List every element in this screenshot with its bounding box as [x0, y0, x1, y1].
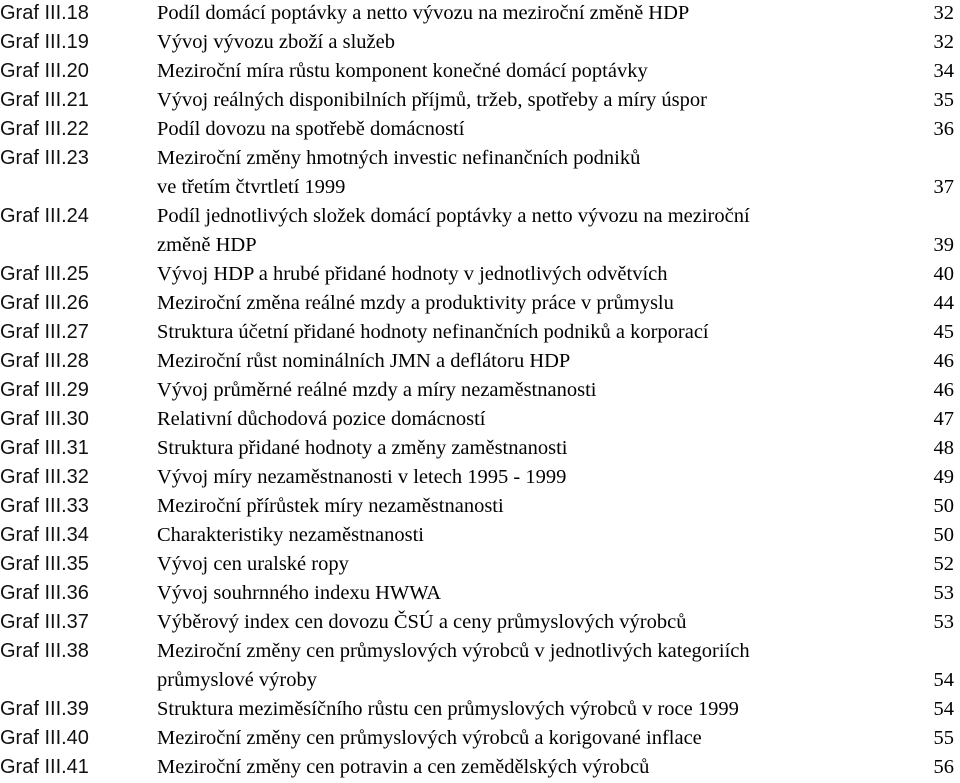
- toc-entry: [0, 579, 960, 608]
- chart-number: Graf III.29: [0, 379, 89, 401]
- chart-title-line: Vývoj reálných disponibilních příjmů, tržeb, spotřeby a míry úspor: [157, 89, 707, 111]
- toc-entry: [0, 202, 960, 260]
- chart-title-line: Meziroční míra růstu komponent konečné domácí poptávky: [157, 60, 648, 82]
- toc-entry: [0, 115, 960, 144]
- chart-number: Graf III.27: [0, 321, 89, 343]
- page-number: 39: [933, 234, 954, 256]
- chart-number: Graf III.26: [0, 292, 89, 314]
- chart-number: Graf III.28: [0, 350, 89, 372]
- toc-entry: [0, 521, 960, 550]
- toc-entry: [0, 463, 960, 492]
- page-number: 50: [933, 524, 954, 546]
- chart-title-line: Struktura přidané hodnoty a změny zaměstnanosti: [157, 437, 568, 459]
- chart-title-line: změně HDP: [157, 234, 257, 256]
- chart-number: Graf III.30: [0, 408, 89, 430]
- page-number: 52: [933, 553, 954, 575]
- chart-number: Graf III.38: [0, 640, 89, 662]
- chart-number: Graf III.31: [0, 437, 89, 459]
- chart-title-line: Charakteristiky nezaměstnanosti: [157, 524, 424, 546]
- toc-entry: [0, 289, 960, 318]
- page-number: 46: [933, 379, 954, 401]
- toc-entry: [0, 260, 960, 289]
- chart-number: Graf III.33: [0, 495, 89, 517]
- page-number: 54: [933, 669, 954, 691]
- chart-title-line: Vývoj souhrnného indexu HWWA: [157, 582, 442, 604]
- toc-entry: [0, 695, 960, 724]
- chart-title-line: Podíl jednotlivých složek domácí poptávky a netto vývozu na meziroční: [157, 205, 750, 227]
- chart-title-line: Podíl domácí poptávky a netto vývozu na meziroční změně HDP: [157, 2, 690, 24]
- toc-entry: [0, 0, 960, 28]
- chart-number: Graf III.40: [0, 727, 89, 749]
- chart-title-line: Vývoj cen uralské ropy: [157, 553, 349, 575]
- chart-number: Graf III.24: [0, 205, 89, 227]
- chart-title-line: Meziroční změny cen průmyslových výrobců a korigované inflace: [157, 727, 702, 749]
- chart-title-line: Vývoj průměrné reálné mzdy a míry nezaměstnanosti: [157, 379, 597, 401]
- chart-title-line: Struktura účetní přidané hodnoty nefinančních podniků a korporací: [157, 321, 709, 343]
- page-number: 37: [933, 176, 954, 198]
- toc-entry: [0, 376, 960, 405]
- page-number: 45: [933, 321, 954, 343]
- page-number: 53: [933, 611, 954, 633]
- toc-entry: [0, 347, 960, 376]
- page-number: 54: [933, 698, 954, 720]
- toc-entry: [0, 608, 960, 637]
- chart-number: Graf III.21: [0, 89, 89, 111]
- chart-number: Graf III.41: [0, 756, 89, 778]
- chart-title-line: Meziroční změny hmotných investic nefinančních podniků: [157, 147, 641, 169]
- page-number: 55: [933, 727, 954, 749]
- chart-title-line: Vývoj míry nezaměstnanosti v letech 1995 - 1999: [157, 466, 567, 488]
- page-number: 44: [933, 292, 954, 314]
- toc-entry: [0, 753, 960, 782]
- page-number: 35: [933, 89, 954, 111]
- chart-title-line: Meziroční přírůstek míry nezaměstnanosti: [157, 495, 504, 517]
- chart-title-line: Meziroční růst nominálních JMN a deflátoru HDP: [157, 350, 571, 372]
- page-number: 49: [933, 466, 954, 488]
- toc-entry: [0, 144, 960, 202]
- page-number: 40: [933, 263, 954, 285]
- chart-number: Graf III.19: [0, 31, 89, 53]
- page-number: 46: [933, 350, 954, 372]
- chart-title-line: Vývoj vývozu zboží a služeb: [157, 31, 395, 53]
- page-number: 56: [933, 756, 954, 778]
- toc-entry: [0, 86, 960, 115]
- toc-entry: [0, 434, 960, 463]
- chart-title-line: Výběrový index cen dovozu ČSÚ a ceny průmyslových výrobců: [157, 611, 687, 633]
- chart-number: Graf III.22: [0, 118, 89, 140]
- chart-number: Graf III.36: [0, 582, 89, 604]
- chart-number: Graf III.34: [0, 524, 89, 546]
- chart-title-line: Meziroční změny cen průmyslových výrobců v jednotlivých kategoriích: [157, 640, 750, 662]
- page-number: 32: [933, 2, 954, 24]
- page-number: 34: [933, 60, 954, 82]
- chart-title-line: Meziroční změny cen potravin a cen zemědělských výrobců: [157, 756, 650, 778]
- toc-entry: [0, 637, 960, 695]
- chart-title-line: Podíl dovozu na spotřebě domácností: [157, 118, 465, 140]
- chart-number: Graf III.25: [0, 263, 89, 285]
- toc-entry: [0, 28, 960, 57]
- page-number: 47: [933, 408, 954, 430]
- chart-number: Graf III.39: [0, 698, 89, 720]
- toc-entry: [0, 405, 960, 434]
- toc-entry: [0, 492, 960, 521]
- chart-title-line: Struktura meziměsíčního růstu cen průmyslových výrobců v roce 1999: [157, 698, 739, 720]
- chart-number: Graf III.18: [0, 2, 89, 24]
- chart-title-line: Meziroční změna reálné mzdy a produktivity práce v průmyslu: [157, 292, 674, 314]
- page-number: 53: [933, 582, 954, 604]
- toc-entry: [0, 57, 960, 86]
- chart-title-line: Relativní důchodová pozice domácností: [157, 408, 486, 430]
- toc-entry: [0, 550, 960, 579]
- chart-number: Graf III.32: [0, 466, 89, 488]
- toc-entry: [0, 318, 960, 347]
- chart-number: Graf III.20: [0, 60, 89, 82]
- page-number: 32: [933, 31, 954, 53]
- toc-entry: [0, 724, 960, 753]
- page-number: 36: [933, 118, 954, 140]
- chart-title-line: Vývoj HDP a hrubé přidané hodnoty v jednotlivých odvětvích: [157, 263, 668, 285]
- chart-number: Graf III.35: [0, 553, 89, 575]
- chart-number: Graf III.37: [0, 611, 89, 633]
- chart-title-line: průmyslové výroby: [157, 669, 317, 691]
- page-number: 50: [933, 495, 954, 517]
- chart-title-line: ve třetím čtvrtletí 1999: [157, 176, 346, 198]
- chart-number: Graf III.23: [0, 147, 89, 169]
- page-number: 48: [933, 437, 954, 459]
